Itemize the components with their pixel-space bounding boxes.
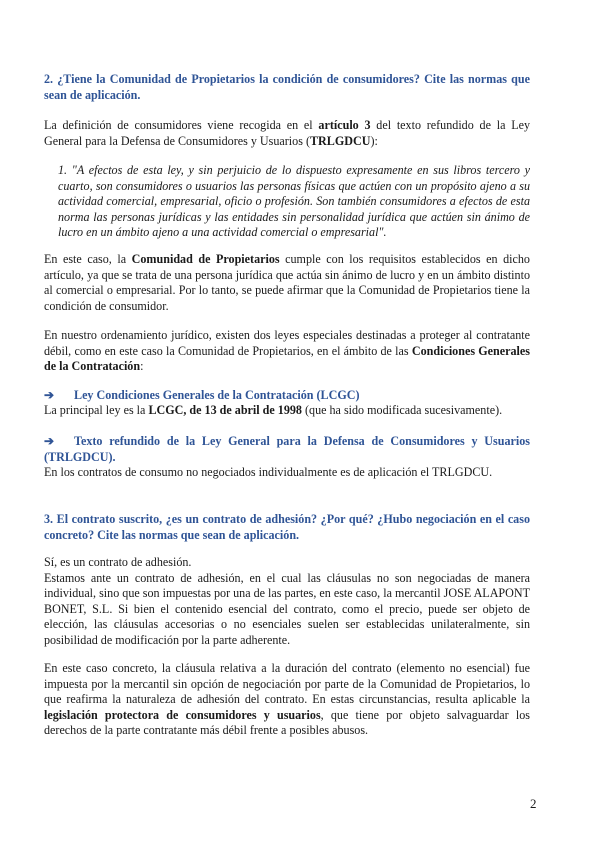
page-number: 2 — [530, 796, 537, 811]
law-2-text: En los contratos de consumo no negociados individualmente es de aplicación el TRLGDCU. — [44, 465, 493, 479]
text-span: ): — [370, 133, 378, 148]
arrow-icon: ➔ — [44, 388, 55, 402]
definition-paragraph — [44, 118, 530, 149]
law-1-title — [44, 388, 530, 404]
concrete-case-paragraph — [44, 661, 530, 739]
text-span: Estamos ante un contrato de adhesión, en el cual las cláusulas no son negociadas de manera individual, sino que son impuestas por una de las partes, en este caso, la mercantil JOSE ALAPONT BONET, S.L. Si bien el contenido esencial del contrato, como el precio, puede ser objeto de elección, las cláusulas accesorias o no esenciales suelen ser establecidas unilateralmente, sin posibilidad de modificación por la parte adherente. — [44, 570, 531, 647]
article-quote: 1. "A efectos de esta ley, y sin perjuicio de lo dispuesto expresamente en sus libros tercero y cuarto, son consumidores o usuarios las personas físicas que actúen con un propósito ajeno a su actividad comercial, empresarial, oficio o profesión. Son también consumidores a efectos de esta norma las personas jurídicas y las entidades sin personalidad jurídica que actúen sin ánimo de lucro en un ámbito ajeno a una actividad comercial o empresarial". — [58, 163, 530, 240]
section-3-heading: 3. El contrato suscrito, ¿es un contrato de adhesión? ¿Por qué? ¿Hubo negociación en el caso concreto? Cite las normas que sean de aplicación. — [44, 512, 530, 542]
text-span: cumple con los requisitos establecidos en dicho artículo, ya que se trata de una persona jurídica que actúa sin ánimo de lucro y en un ámbito distinto al comercial o empresarial. Por lo tanto, se puede afirmar que la Comunidad de Propietarios tiene la condición de consumidor. — [44, 252, 530, 313]
text-span: del texto refundido de la Ley General para la Defensa de Consumidores y Usuarios ( — [44, 118, 531, 148]
text-span: En este caso, la — [44, 252, 132, 266]
laws-intro-paragraph — [44, 328, 530, 375]
bold-legislation: legislación protectora de consumidores y usuarios — [44, 707, 321, 722]
bold-conditions: Condiciones Generales de la Contratación — [44, 343, 530, 374]
text-span: En nuestro ordenamiento jurídico, existen dos leyes especiales destinadas a proteger al contratante débil, como en este caso la Comunidad de Propietarios, en el ámbito de las — [44, 328, 530, 358]
adhesion-paragraph — [44, 555, 530, 649]
text-span: En este caso concreto, la cláusula relativa a la duración del contrato (elemento no esencial) fue impuesta por la mercantil sin opción de negociación por parte de la Comunidad de Propietarios, lo que reafirma la naturaleza de adhesión del contrato. En estas circunstancias, resulta aplicable la — [44, 661, 530, 707]
arrow-icon: ➔ — [44, 434, 55, 448]
law-2-title — [44, 434, 530, 465]
bold-article: artículo 3 — [318, 118, 371, 132]
text-span: La principal ley es la — [44, 403, 149, 417]
text-span: , que tiene por objeto salvaguardar los derechos de la parte contratante más débil frente a posibles abusos. — [44, 707, 530, 738]
law-2-title-text: Texto refundido de la Ley General para la Defensa de Consumidores y Usuarios (TRLGDCU). — [44, 434, 530, 464]
text-span: : — [140, 359, 144, 374]
text-span: (que ha sido modificada sucesivamente). — [301, 403, 503, 417]
law-1-text — [44, 403, 530, 419]
bold-lcgc: LCGC, de 13 de abril de 1998 — [148, 403, 302, 417]
community-paragraph — [44, 252, 530, 314]
bold-community: Comunidad de Propietarios — [131, 252, 280, 266]
law-1-title-text: Ley Condiciones Generales de la Contratación (LCGC) — [74, 388, 360, 402]
text-span: La definición de consumidores viene recogida en el — [44, 118, 319, 132]
bold-trlgdcu: TRLGDCU — [309, 133, 371, 148]
text-span: Sí, es un contrato de adhesión. — [44, 555, 192, 569]
section-2-heading: 2. ¿Tiene la Comunidad de Propietarios la condición de consumidores? Cite las normas que sean de aplicación. — [44, 72, 530, 102]
